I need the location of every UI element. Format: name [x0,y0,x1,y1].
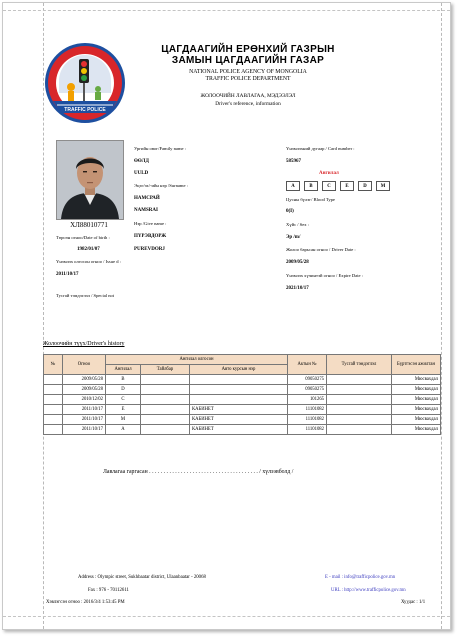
cell-special [327,395,392,405]
surname-en: NAMSRAI [134,208,158,213]
photo-caption: ХЛ88010771 [70,221,108,229]
card-number-value: 585967 [286,159,301,164]
cell-date: 2011/10/17 [63,405,106,415]
cell-category: D [106,385,141,395]
table-row [44,405,441,415]
cell-no [44,375,63,385]
col-no: № [44,355,63,375]
cell-school: КАБИНЕТ [190,415,288,425]
header-subtitle-line1: NATIONAL POLICE AGENCY OF MONGOLIA [189,69,307,75]
driver-photo [56,140,124,220]
cell-category: M [106,415,141,425]
cell-registered-by: Мюсвахдал [392,405,441,415]
blood-type-value: 0(I) [286,209,294,214]
footer-fax: Fax : 976 - 70112611 [88,588,129,593]
surname-mn: НАМСРАЙ [134,196,160,201]
history-title: Жолоочийн түүх/Driver's history [43,341,125,347]
cell-no [44,395,63,405]
table-row [44,375,441,385]
col-school: Авто курсын нэр [190,365,288,375]
col-registered-by: Бүртгэсэн ажилтан [392,355,441,375]
cell-school: КАБИНЕТ [190,405,288,415]
cell-no [44,425,63,435]
dob-label: Төрсөн огноо/Date of birth : [56,235,110,240]
sex-label: Хүйс / Sex : [286,222,310,227]
cell-description [141,425,190,435]
margin-guide-right [441,3,442,629]
cell-description [141,395,190,405]
cell-date: 2009/05/28 [63,375,106,385]
cell-registered-by: Мюсвахдал [392,425,441,435]
footer-address: Address : Olympic street, Sukhbaatar district, Ulaanbaatar - 20068 [78,575,206,580]
category-label: Ангилал [319,171,339,176]
cell-date: 2011/10/17 [63,415,106,425]
header-title-line2: ЗАМЫН ЦАГДААГИЙН ГАЗАР [171,55,325,66]
table-row [44,415,441,425]
col-group: Ангилал олгосон [106,355,288,365]
issue-date-value: 2011/10/17 [56,272,79,277]
card-number-label: Үнэмлэхний дугаар / Card number : [286,146,355,151]
header-title-line1: ЦАГДААГИЙН ЕРӨНХИЙ ГАЗРЫН [161,44,335,55]
cell-no [44,415,63,425]
cell-act-no: 09050275 [288,385,327,395]
table-row [44,425,441,435]
category-box-d: D [358,181,372,191]
cell-registered-by: Мюсвахдал [392,385,441,395]
driver-date-value: 2009/05/28 [286,260,309,265]
cell-act-no: 11101082 [288,425,327,435]
family-name-label: Ургийн овог/Family name : [134,146,186,151]
table-row [44,395,441,405]
cell-registered-by: Мюсвахдал [392,395,441,405]
cell-special [327,425,392,435]
margin-guide-bottom [3,616,450,617]
category-box-c: C [322,181,336,191]
doc-title-en: Driver's reference, information [215,101,281,107]
sex-value: Эр /m/ [286,235,301,240]
surname-label: Эцэг/эх/-ийн нэр /Surname : [134,183,188,188]
category-box-m: M [376,181,390,191]
cell-registered-by: Мюсвахдал [392,375,441,385]
margin-guide-top [3,10,450,11]
cell-special [327,415,392,425]
family-name-en: UULD [134,171,149,176]
cell-category: C [106,395,141,405]
cell-no [44,405,63,415]
cell-description [141,415,190,425]
expire-date-label: Үнэмлэх хүчинтэй огноо / Expire Date : [286,273,363,278]
cell-category: B [106,375,141,385]
footer-email-link[interactable]: E - mail : info@trafficpolice.gov.mn [325,575,396,580]
header-subtitle-line2: TRAFFIC POLICE DEPARTMENT [205,76,291,82]
cell-date: 2010/12/02 [63,395,106,405]
cell-date: 2009/05/28 [63,385,106,395]
cell-act-no: 09050275 [288,375,327,385]
cell-school: КАБИНЕТ [190,425,288,435]
expire-date-value: 2021/10/17 [286,286,309,291]
footer-url-link[interactable]: URL : http://www.trafficpolice.gov.mn [331,588,406,593]
cell-special [327,405,392,415]
cell-category: A [106,425,141,435]
cell-description [141,385,190,395]
cell-act-no: 11101082 [288,405,327,415]
document-page [2,2,451,630]
table-row [44,385,441,395]
cell-act-no: 11101082 [288,415,327,425]
cell-school [190,375,288,385]
blood-type-label: Цусны бүлэг/ Blood Type [286,197,335,202]
cell-category: E [106,405,141,415]
cell-description [141,375,190,385]
col-category: Ангилал [106,365,141,375]
doc-title-mn: ЖОЛООЧИЙН ЛАВЛАГАА, МЭДЭЭЛЭЛ [200,93,296,99]
dob-value: 1982/01/07 [77,247,100,252]
given-name-label: Нэр /Give name : [134,221,167,226]
cell-special [327,375,392,385]
cell-description [141,405,190,415]
cell-date: 2011/10/17 [63,425,106,435]
footer-printed-date: Хэвлэгсэн огноо : 2016/3/4 1:53:45 PM [46,600,125,605]
category-box-b: B [304,181,318,191]
cell-act-no: 101265 [288,395,327,405]
cell-school [190,395,288,405]
cell-no [44,385,63,395]
svg-text:TRAFFIC POLICE: TRAFFIC POLICE [64,107,106,113]
cell-special [327,385,392,395]
col-description: Тайлбар [141,365,190,375]
col-act-no: Актын № [288,355,327,375]
issue-date-label: Үнэмлэх олгосон огноо / Issue d : [56,259,121,264]
given-name-en: PUREVDORJ [134,247,165,252]
category-box-a: A [286,181,300,191]
family-name-mn: ӨӨЛД [134,159,149,164]
driver-date-label: Жолоо барьсан огноо / Driver Date : [286,247,356,252]
cell-school [190,385,288,395]
history-table [43,354,441,435]
cell-registered-by: Мюсвахдал [392,415,441,425]
footer-page-number: Хуудас : 1/1 [401,600,426,605]
police-logo [43,41,127,125]
signature-line: Лавлагаа гаргасан . . . . . . . . . . . . . . . . . . . . . . . . . . . . . . . . . . . . . . / хүлээвболд / [103,469,294,475]
special-note-label: Тусгай тэмдэглэл / Special not [56,293,115,298]
col-date: Огноо [63,355,106,375]
given-name-mn: ПҮРЭВДОРЖ [134,234,167,239]
col-special: Тусгай тэмдэглэл [327,355,392,375]
category-box-e: E [340,181,354,191]
